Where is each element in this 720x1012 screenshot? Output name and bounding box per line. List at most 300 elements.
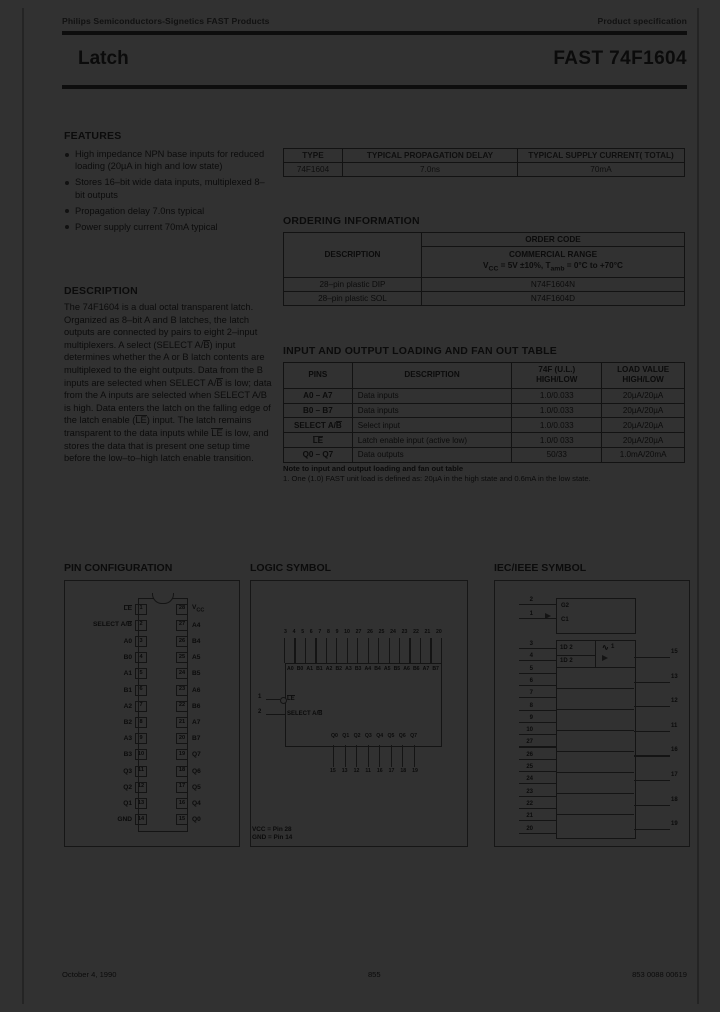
ordering-desc-sol: 28–pin plastic SOL xyxy=(284,291,422,305)
logic-bottom-pin: 12 xyxy=(353,768,360,774)
logic-bottom-pin: 17 xyxy=(388,768,395,774)
logic-input-label: B2 xyxy=(335,666,343,672)
spec-current: 70mA xyxy=(518,163,685,177)
loading-desc: Data inputs xyxy=(352,403,512,418)
iec-input-lead xyxy=(519,746,556,747)
dip-pin-label: A5 xyxy=(192,654,201,662)
iec-input-lead xyxy=(519,697,556,698)
logic-ctrl-pin-1: 1 xyxy=(258,694,262,700)
footer-page-number: 855 xyxy=(367,970,381,979)
pin-configuration-heading: PIN CONFIGURATION xyxy=(64,562,173,574)
logic-lead xyxy=(368,745,369,767)
dip-pin-left-11 xyxy=(70,764,147,778)
logic-symbol-top-pin-numbers xyxy=(284,629,442,635)
loading-pins: LE xyxy=(284,433,353,448)
table-row xyxy=(284,418,685,433)
dip-pin-label: Q6 xyxy=(192,767,201,775)
dip-pin-number: 9 xyxy=(135,733,147,744)
logic-lead xyxy=(399,638,400,663)
logic-symbol-output-labels xyxy=(331,733,417,739)
logic-input-label: B4 xyxy=(374,666,381,672)
logic-output-label: Q0 xyxy=(331,733,338,739)
part-number: FAST 74F1604 xyxy=(553,48,687,69)
dip-pin-label: LE xyxy=(123,605,132,613)
dip-pin-right-16 xyxy=(176,796,242,810)
ordering-code-sol: N74F1604D xyxy=(422,291,685,305)
header-doctype: Product specification xyxy=(597,16,687,26)
iec-symbol-heading: IEC/IEEE SYMBOL xyxy=(494,562,587,574)
logic-lead xyxy=(294,638,295,663)
logic-bottom-pin: 19 xyxy=(412,768,418,774)
logic-lead xyxy=(315,638,316,663)
logic-lead xyxy=(391,745,392,767)
loading-section xyxy=(283,345,685,484)
features-list xyxy=(64,148,269,233)
iec-input-lead xyxy=(519,759,556,760)
spec-col-current: TYPICAL SUPPLY CURRENT( TOTAL) xyxy=(518,149,685,163)
logic-bottom-pin: 16 xyxy=(376,768,383,774)
dip-pin-left-4 xyxy=(70,651,147,665)
dip-pin-left-6 xyxy=(70,683,147,697)
dip-pin-right-19 xyxy=(176,748,242,762)
dip-pin-label: Q1 xyxy=(123,799,132,807)
spec-col-delay: TYPICAL PROPAGATION DELAY xyxy=(343,149,518,163)
feature-item: High impedance NPN base inputs for reduced loading (20µA in high and low state) xyxy=(64,148,269,173)
dip-pin-right-22 xyxy=(176,699,242,713)
dip-pin-number: 14 xyxy=(135,814,147,825)
iec-mux-wave-icon: ∿ xyxy=(602,643,609,652)
logic-output-label: Q4 xyxy=(376,733,384,739)
logic-lead xyxy=(357,638,358,663)
iec-input-lead xyxy=(519,783,556,784)
dip-pin-right-21 xyxy=(176,715,242,729)
dip-pin-label: A4 xyxy=(192,621,201,629)
iec-mux-block xyxy=(595,640,635,668)
dip-pin-right-18 xyxy=(176,764,242,778)
iec-input-pin-number: 5 xyxy=(529,665,533,672)
logic-ctrl-bubble-icon xyxy=(280,697,287,704)
logic-input-label: A3 xyxy=(345,666,352,672)
iec-input-pin-number: 24 xyxy=(526,776,533,783)
dip-pin-number: 11 xyxy=(135,766,147,777)
logic-lead xyxy=(336,638,337,663)
dip-pin-label: A1 xyxy=(123,670,132,678)
logic-ctrl-pin-2: 2 xyxy=(258,709,262,715)
loading-load: 20µA/20µA xyxy=(602,418,685,433)
iec-input-pin-number: 23 xyxy=(526,788,533,795)
dip-pin-right-28 xyxy=(176,602,242,616)
ordering-table xyxy=(283,232,685,306)
table-header-row xyxy=(284,149,685,163)
dip-pin-number: 28 xyxy=(176,604,188,615)
dip-pin-right-27 xyxy=(176,618,242,632)
iec-label-c1: C1 xyxy=(561,617,569,623)
logic-bottom-pin: 15 xyxy=(330,768,336,774)
description-section xyxy=(64,285,272,465)
logic-top-pin: 22 xyxy=(413,629,419,635)
dip-pin-number: 8 xyxy=(135,717,147,728)
iec-input-lead xyxy=(519,660,556,661)
logic-top-pin: 10 xyxy=(344,629,350,635)
logic-lead xyxy=(420,638,421,663)
logic-lead xyxy=(414,745,415,767)
dip-pin-label: B3 xyxy=(123,751,132,759)
loading-ul: 1.0/0.033 xyxy=(512,418,602,433)
iec-input-lead xyxy=(519,796,556,797)
iec-output-pin-number: 16 xyxy=(671,747,678,754)
dip-pin-number: 21 xyxy=(176,717,188,728)
dip-pin-label: SELECT A/B xyxy=(93,621,132,629)
iec-label-g2: G2 xyxy=(561,603,570,609)
header-company: Philips Semiconductors-Signetics FAST Products xyxy=(62,16,270,26)
dip-pin-label: B0 xyxy=(123,654,132,662)
logic-lead xyxy=(409,638,410,663)
dip-pin-label: B5 xyxy=(192,670,201,678)
logic-output-label: Q7 xyxy=(410,733,417,739)
logic-input-label: B3 xyxy=(354,666,362,672)
dip-pin-label: Q5 xyxy=(192,783,201,791)
table-header-row xyxy=(284,233,685,247)
dip-pin-number: 5 xyxy=(135,668,147,679)
features-section xyxy=(64,130,269,236)
iec-section-divider xyxy=(556,688,634,689)
iec-main-block xyxy=(556,640,636,839)
feature-item: Power supply current 70mA typical xyxy=(64,221,269,233)
dip-pin-number: 24 xyxy=(176,668,188,679)
logic-ctrl-label-select: SELECT A/B xyxy=(287,711,323,717)
iec-output-pin-number: 11 xyxy=(671,722,678,729)
ordering-desc-dip: 28–pin plastic DIP xyxy=(284,277,422,291)
dip-pin-right-25 xyxy=(176,651,242,665)
table-row xyxy=(284,433,685,448)
dip-pin-label: GND xyxy=(117,816,132,824)
dip-pin-number: 25 xyxy=(176,652,188,663)
logic-ctrl-label-le: LE xyxy=(287,696,295,702)
loading-col-description: DESCRIPTION xyxy=(352,363,512,389)
iec-input-pin-number: 6 xyxy=(529,677,533,684)
dip-pin-number: 4 xyxy=(135,652,147,663)
loading-col-loadvalue: LOAD VALUE HIGH/LOW xyxy=(602,363,685,389)
iec-output-pin-number: 19 xyxy=(671,821,678,828)
iec-output-lead xyxy=(634,805,670,806)
table-row xyxy=(284,388,685,403)
iec-ctrl-lead xyxy=(519,604,556,605)
iec-output-pin-number: 17 xyxy=(671,772,678,778)
loading-load: 1.0mA/20mA xyxy=(602,448,685,463)
spec-table xyxy=(283,148,685,177)
logic-input-label: A0 xyxy=(287,666,294,672)
dip-pin-number: 7 xyxy=(135,701,147,712)
logic-input-label: A2 xyxy=(325,666,333,672)
iec-section-divider xyxy=(556,730,634,731)
loading-ul: 50/33 xyxy=(512,448,602,463)
dip-pin-right-23 xyxy=(176,683,242,697)
logic-gnd-note: GND = Pin 14 xyxy=(252,834,293,841)
logic-lead xyxy=(389,638,390,663)
header-rule-bottom xyxy=(62,85,687,89)
dip-pin-label: A0 xyxy=(123,637,132,645)
iec-input-pin-number: 9 xyxy=(529,714,533,721)
logic-top-pin: 21 xyxy=(424,629,431,635)
dip-pin-label: A6 xyxy=(192,686,201,694)
loading-table xyxy=(283,362,685,463)
logic-input-label: A7 xyxy=(422,666,430,672)
dip-pin-label: A3 xyxy=(123,735,132,743)
logic-lead xyxy=(402,745,403,767)
logic-lead xyxy=(284,638,285,663)
logic-top-pin: 9 xyxy=(335,629,339,635)
dip-pin-number: 18 xyxy=(176,766,188,777)
iec-input-pin-number: 27 xyxy=(526,739,533,746)
page-footer xyxy=(62,970,687,979)
description-text: The 74F1604 is a dual octal transparent latch. Organized as 8–bit A and B latches, the latch outputs are connected by pairs to eight 2–input multiplexers. A select (SELECT A/B) input determines whether the A or B latch contents are multiplexed to the eight outputs. Data from the B inputs are selected when SELECT A/B is low; data from the A inputs are selected when SELECT A/B is high. Data enters the latch on the falling edge of the latch enable (LE) input. The latch remains transparent to the data inputs while LE is low, and stores the data that is present one setup time before the low–to–high latch enable transition. xyxy=(64,302,272,464)
iec-input-lead xyxy=(519,722,556,723)
logic-output-label: Q3 xyxy=(364,733,372,739)
dip-pin-left-7 xyxy=(70,699,147,713)
dip-pin-number: 10 xyxy=(135,749,147,760)
iec-section-divider xyxy=(556,814,634,815)
logic-bottom-pin: 13 xyxy=(341,768,348,774)
logic-top-pin: 20 xyxy=(436,629,442,635)
logic-top-pin: 23 xyxy=(401,629,408,635)
logic-input-label: A4 xyxy=(364,666,372,672)
logic-lead xyxy=(347,638,348,663)
dip-pin-number: 1 xyxy=(135,604,147,615)
logic-output-label: Q1 xyxy=(342,733,350,739)
logic-lead xyxy=(378,638,379,663)
dip-pin-right-17 xyxy=(176,780,242,794)
logic-top-pin: 7 xyxy=(318,629,322,635)
iec-input-lead xyxy=(519,710,556,711)
logic-input-label: A5 xyxy=(383,666,391,672)
iec-output-lead xyxy=(634,755,670,756)
iec-input-pin-number: 7 xyxy=(529,690,533,697)
loading-ul: 1.0/0.033 xyxy=(512,388,602,403)
dip-pin-right-20 xyxy=(176,732,242,746)
logic-top-pin: 5 xyxy=(301,629,305,635)
ordering-col-ordercode: ORDER CODE xyxy=(422,233,685,247)
iec-output-lead xyxy=(634,780,670,781)
dip-pin-right-24 xyxy=(176,667,242,681)
description-heading: DESCRIPTION xyxy=(64,285,138,297)
logic-output-label: Q2 xyxy=(353,733,361,739)
dip-pin-left-13 xyxy=(70,796,147,810)
logic-top-pin: 6 xyxy=(309,629,313,635)
table-row xyxy=(284,448,685,463)
table-header-row xyxy=(284,363,685,389)
page-frame-right xyxy=(697,8,699,1004)
iec-input-lead xyxy=(519,734,556,735)
iec-output-lead xyxy=(634,829,670,830)
logic-symbol-power-note xyxy=(252,826,292,842)
logic-top-pin: 26 xyxy=(367,629,373,635)
loading-pins: B0 – B7 xyxy=(284,403,353,418)
dip-pin-label: B2 xyxy=(123,718,132,726)
logic-lead xyxy=(441,638,442,663)
logic-input-label: B6 xyxy=(412,666,420,672)
spec-col-type: TYPE xyxy=(284,149,343,163)
iec-input-lead xyxy=(519,673,556,674)
dip-pin-number: 27 xyxy=(176,620,188,631)
iec-input-pin-number: 4 xyxy=(529,653,533,660)
logic-symbol-bottom-leads xyxy=(333,745,415,767)
table-row xyxy=(284,291,685,305)
logic-output-label: Q5 xyxy=(387,733,395,739)
dip-pin-left-12 xyxy=(70,780,147,794)
iec-input-lead xyxy=(519,685,556,686)
dip-pin-label: B7 xyxy=(192,735,201,743)
logic-bottom-pin: 18 xyxy=(400,768,407,774)
dip-pin-number: 20 xyxy=(176,733,188,744)
logic-symbol-input-labels xyxy=(287,666,439,672)
loading-col-ul: 74F (U.L.) HIGH/LOW xyxy=(512,363,602,389)
dip-pin-label: Q7 xyxy=(192,751,201,759)
dip-pin-left-9 xyxy=(70,732,147,746)
logic-symbol-bottom-pin-numbers xyxy=(330,768,418,774)
dip-pin-label: A2 xyxy=(123,702,132,710)
dip-pin-left-1 xyxy=(70,602,147,616)
spec-type: 74F1604 xyxy=(284,163,343,177)
logic-lead xyxy=(326,638,327,663)
features-heading: FEATURES xyxy=(64,130,122,142)
logic-lead xyxy=(305,638,306,663)
logic-ctrl-lead-1 xyxy=(266,699,280,700)
dip-pin-left-2 xyxy=(70,618,147,632)
iec-output-lead xyxy=(634,731,670,732)
logic-vcc-note: VCC = Pin 28 xyxy=(252,826,292,833)
table-row xyxy=(284,277,685,291)
footer-document-number: 853 0088 00619 xyxy=(632,970,687,979)
logic-symbol-top-leads xyxy=(284,638,442,663)
logic-lead xyxy=(333,745,334,767)
iec-input-lead xyxy=(519,833,556,834)
dip-pin-label: Q0 xyxy=(192,816,201,824)
logic-lead xyxy=(345,745,346,767)
page-title: Latch xyxy=(78,48,129,69)
logic-top-pin: 8 xyxy=(326,629,330,635)
iec-input-pin-number: 10 xyxy=(526,727,533,734)
iec-section-divider xyxy=(556,667,634,668)
ordering-section xyxy=(283,215,685,306)
table-row xyxy=(284,403,685,418)
loading-desc: Select input xyxy=(352,418,512,433)
logic-lead xyxy=(379,745,380,767)
loading-pins: A0 – A7 xyxy=(284,388,353,403)
iec-input-lead xyxy=(519,648,556,649)
feature-item: Stores 16–bit wide data inputs, multiplexed 8–bit outputs xyxy=(64,176,269,201)
logic-output-label: Q6 xyxy=(398,733,406,739)
title-row xyxy=(78,48,687,70)
dip-pin-number: 26 xyxy=(176,636,188,647)
iec-input-pin-number: 20 xyxy=(526,825,533,832)
iec-input-lead xyxy=(519,771,556,772)
iec-section-divider xyxy=(556,772,634,773)
iec-label-cell-2: 1D 2 xyxy=(560,658,573,664)
iec-section-divider xyxy=(556,709,634,710)
logic-lead xyxy=(368,638,369,663)
iec-input-pin-number: 25 xyxy=(526,764,533,770)
dip-pin-label: Q3 xyxy=(123,767,132,775)
ordering-heading: ORDERING INFORMATION xyxy=(283,215,420,227)
loading-load: 20µA/20µA xyxy=(602,388,685,403)
iec-label-cell-1: 1D 2 xyxy=(560,645,573,651)
dip-pin-number: 12 xyxy=(135,782,147,793)
iec-input-pin-number: 8 xyxy=(529,702,533,709)
loading-ul: 1.0/0.033 xyxy=(512,403,602,418)
iec-cell-divider xyxy=(556,655,595,656)
logic-input-label: A1 xyxy=(306,666,314,672)
iec-output-lead xyxy=(634,682,670,683)
iec-input-pin-number: 21 xyxy=(526,813,533,820)
dip-pin-number: 3 xyxy=(135,636,147,647)
dip-pin-number: 22 xyxy=(176,701,188,712)
loading-load: 20µA/20µA xyxy=(602,403,685,418)
ordering-commercial-range: COMMERCIAL RANGE $V_{CC} = 5V \pm 10\%$, $T_{amb} = 0^\circ C$ to +70°C xyxy=(422,247,685,278)
logic-lead xyxy=(430,638,431,663)
dip-pin-label: B4 xyxy=(192,637,201,645)
logic-input-label: B0 xyxy=(296,666,304,672)
spec-delay: 7.0ns xyxy=(343,163,518,177)
logic-input-label: B1 xyxy=(316,666,323,672)
logic-top-pin: 4 xyxy=(292,629,296,635)
dip-pin-number: 19 xyxy=(176,749,188,760)
loading-desc: Data inputs xyxy=(352,388,512,403)
loading-desc: Latch enable input (active low) xyxy=(352,433,512,448)
logic-input-label: A6 xyxy=(403,666,410,672)
iec-output-pin-number: 18 xyxy=(671,796,678,803)
iec-amplifier-triangle-icon xyxy=(602,655,608,661)
ordering-code-dip: N74F1604N xyxy=(422,277,685,291)
logic-top-pin: 24 xyxy=(390,629,396,635)
iec-ctrl-pin-number: 1 xyxy=(529,611,533,617)
iec-input-pin-number: 26 xyxy=(526,751,533,758)
logic-bottom-pin: 11 xyxy=(365,768,371,774)
iec-input-lead xyxy=(519,808,556,809)
loading-note: Note to input and output loading and fan out table 1. One (1.0) FAST unit load is defined as: 20µA in the high state and 0.6mA in the low state. xyxy=(283,463,591,483)
loading-pins: Q0 – Q7 xyxy=(284,448,353,463)
page-header xyxy=(62,16,687,26)
feature-item: Propagation delay 7.0ns typical xyxy=(64,205,269,217)
dip-pin-left-8 xyxy=(70,715,147,729)
ordering-col-description: DESCRIPTION xyxy=(284,233,422,278)
iec-ctrl-pin-number: 2 xyxy=(529,597,533,603)
dip-pin-number: 23 xyxy=(176,685,188,696)
logic-top-pin: 25 xyxy=(378,629,385,635)
logic-input-label: B7 xyxy=(432,666,439,672)
header-rule-top xyxy=(62,31,687,35)
dip-pin-label: B6 xyxy=(192,702,201,710)
iec-input-lead xyxy=(519,820,556,821)
loading-col-pins: PINS xyxy=(284,363,353,389)
logic-top-pin: 3 xyxy=(284,629,287,635)
loading-ul: 1.0/0 033 xyxy=(512,433,602,448)
dip-pin-right-26 xyxy=(176,634,242,648)
iec-output-pin-number: 15 xyxy=(671,649,678,655)
dip-pin-label: Q4 xyxy=(192,799,201,807)
dip-pin-left-5 xyxy=(70,667,147,681)
iec-output-pin-number: 12 xyxy=(671,698,678,705)
dip-pin-number: 2 xyxy=(135,620,147,631)
dip-pin-left-14 xyxy=(70,813,147,827)
iec-output-pin-number: 13 xyxy=(671,673,678,680)
dip-pin-number: 16 xyxy=(176,798,188,809)
loading-heading: INPUT AND OUTPUT LOADING AND FAN OUT TABLE xyxy=(283,345,557,357)
table-row xyxy=(284,163,685,177)
logic-symbol-heading: LOGIC SYMBOL xyxy=(250,562,332,574)
dip-pin-number: 6 xyxy=(135,685,147,696)
dip-pin-label: A7 xyxy=(192,718,201,726)
dip-pin-number: 13 xyxy=(135,798,147,809)
